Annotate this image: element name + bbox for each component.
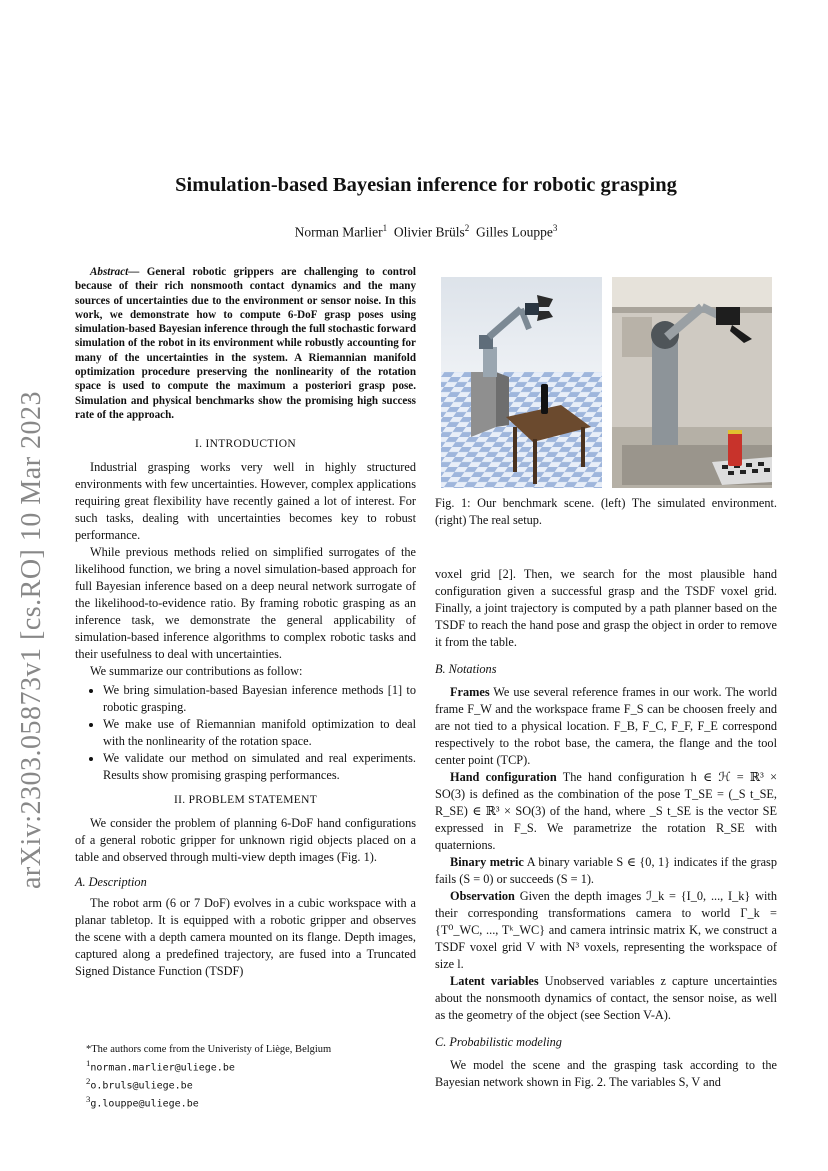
email-footnote: $^3$g.louppe@uliege.be (86, 1093, 199, 1109)
notation-observation: Observation Given the depth images ℐ_k = {I_0, ..., I_k} with their corresponding transformations camera to world Γ_k = {T⁰_WC, ..., Tᵏ_WC} and camera intrinsic matrix K, we construct a TSDF voxel grid V with N³ voxels, representing the workspace of size l. (435, 889, 777, 971)
left-column (75, 265, 416, 980)
intro-paragraph: We summarize our contributions as follow: (90, 664, 303, 679)
abstract-text: General robotic grippers are challenging to control because of their rich nonsmooth contact dynamics and the many sources of uncertainties due to the environment or sensor noise. In this work, we demonstrate how to compute 6-DoF grasp poses using simulation-based Bayesian inference through the full stochastic forward simulation of the robot in its environment while robustly accounting for many of the uncertainties in the system. A Riemannian manifold optimization procedure preserving the nonlinearity of the rotation space is used to compute the maximum a posteriori grasp pose. Simulation and physical benchmarks show the promising high success rate of the approach. (75, 266, 416, 421)
arxiv-id-text: arXiv:2303.05873v1 [cs.RO] 10 Mar 2023 (16, 390, 47, 890)
body-paragraph: voxel grid [2]. Then, we search for the most plausible hand configuration given a successful grasp and the TSDF voxel grid. Finally, a joint trajectory is computed by a path planner based on the TSDF to reach the hand pose and grasp the object in order to remove it from the table. (435, 567, 777, 649)
intro-paragraph: While previous methods relied on simplified surrogates of the likelihood function, we bring a novel simulation-based approach for full Bayesian inference based on a deep neural network surrogate of the likelihood-to-evidence ratio. By framing robotic grasping as an inference task, we demonstrate the general applicability of simulation-based inference algorithms to complex robotic tasks and their usefulness to deal with uncertainties. (75, 545, 416, 662)
email-footnote: $^1$norman.marlier@uliege.be (86, 1057, 235, 1073)
abstract-label: Abstract— (90, 266, 140, 278)
body-paragraph: We model the scene and the grasping task according to the Bayesian network shown in Fig. 2. The variables S, V and (435, 1058, 777, 1089)
subsection-heading-description: A. Description (75, 875, 147, 890)
section-heading-introduction: I. INTRODUCTION (195, 438, 296, 451)
notation-latent-variables: Latent variables Unobserved variables z capture uncertainties about the nonsmooth dynamics of contact, the sensor noise, as well as the geometry of the object (see Section V-A). (435, 974, 777, 1022)
author-name: Gilles Louppe (476, 224, 553, 240)
footnotes (86, 1043, 426, 1111)
arxiv-identifier (12, 340, 52, 940)
notation-hand-configuration: Hand configuration The hand configuration h ∈ ℋ = ℝ³ × SO(3) is defined as the combination of the pose T_SE = (_S t_SE, R_SE) ∈ ℝ³ × SO(3) of the hand, where _S t_SE is the vector SE expressed in F_S. We parametrize the rotation R_SE with quaternions. (435, 770, 778, 852)
paper-title: Simulation-based Bayesian inference for robotic grasping (175, 174, 677, 196)
subsection-heading-notations: B. Notations (435, 662, 497, 676)
author-list: Norman Marlier$^1$ Olivier Brüls$^2$ Gilles Louppe$^3$ (294, 223, 558, 240)
email-footnote: $^2$o.bruls@uliege.be (86, 1075, 193, 1091)
affiliation-footnote: *The authors come from the Univeristy of Liège, Belgium (86, 1044, 332, 1055)
figure-1-caption: Fig. 1: Our benchmark scene. (left) The simulated environment. (right) The real setup. (435, 496, 777, 527)
subsection-heading-probabilistic: C. Probabilistic modeling (435, 1035, 562, 1049)
intro-paragraph: Industrial grasping works very well in highly structured environments with few uncertainties. However, complex applications requiring great flexibility have recently gained a lot of interest. For such tasks, dealing with uncertainties becomes key to robust performance. (75, 460, 416, 543)
description-paragraph: The robot arm (6 or 7 DoF) evolves in a cubic workspace with a planar tabletop. It is equipped with a robotic gripper and observes the scene with a depth camera mounted on its flange. Depth images, captured along a predefined trajectory, are fused into a Truncated Signed Distance Function (TSDF) (75, 896, 416, 979)
author-name: Norman Marlier (294, 224, 383, 240)
problem-paragraph: We consider the problem of planning 6-DoF hand configurations of a general robotic gripper for unknown rigid objects placed on a table and observed through multi-view depth images (Fig. 1). (75, 816, 416, 865)
list-item: • We make use of Riemannian manifold optimization to deal with the nonlinearity of the rotation space. (103, 716, 416, 750)
figure-1 (441, 277, 772, 488)
abstract (75, 265, 416, 422)
section-heading-problem: II. PROBLEM STATEMENT (173, 794, 318, 807)
simulated-environment-image (441, 277, 602, 488)
right-column (435, 566, 777, 1091)
author-name: Olivier Brüls (393, 224, 465, 240)
real-setup-photo (612, 277, 772, 488)
notation-binary-metric: Binary metric A binary variable S ∈ {0, 1} indicates if the grasp fails (S = 0) or succeeds (S = 1). (435, 855, 777, 886)
list-item: • We validate our method on simulated and real experiments. Results show promising grasping performances. (103, 750, 416, 784)
notation-frames: Frames We use several reference frames in our work. The world frame F_W and the workspace frame F_S can be choosen freely and are not tied to a physical location. F_B, F_C, F_F, F_E correspond respectively to the robot base, the camera, the flange and the tool center point (TCP). (435, 685, 777, 767)
list-item: • We bring simulation-based Bayesian inference methods [1] to robotic grasping. (103, 682, 416, 716)
contributions-list (75, 682, 416, 784)
